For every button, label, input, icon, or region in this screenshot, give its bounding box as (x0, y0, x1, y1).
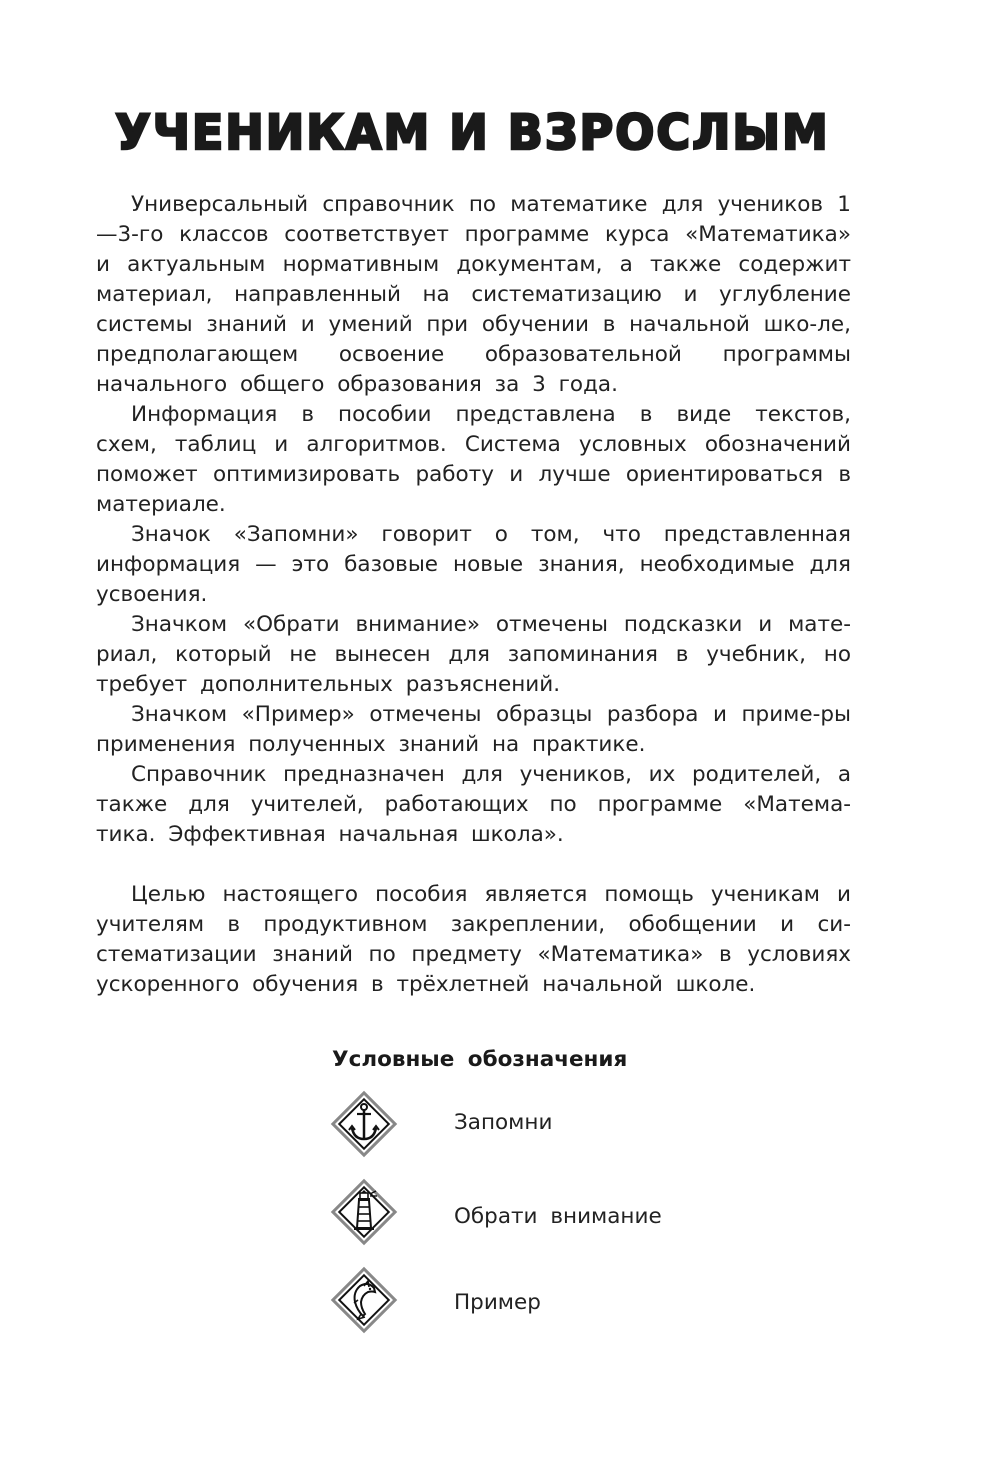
legend-item-example (328, 1264, 748, 1336)
lighthouse-icon (328, 1176, 400, 1248)
page-title: УЧЕНИКАМ И ВЗРОСЛЫМ (115, 103, 830, 161)
paragraph: Значком «Пример» отмечены образцы разбора и приме-ры применения полученных знаний на практике. (96, 702, 851, 757)
dolphin-icon (328, 1264, 400, 1336)
body-text (96, 190, 851, 1000)
legend-item-remember (328, 1088, 748, 1160)
paragraph: Целью настоящего пособия является помощь ученикам и учителям в продуктивном закреплении, обобщении и си-стематизации знаний по предмету «Математика» в условиях ускоренного обучения в трёхлетней начальной школе. (96, 882, 851, 997)
paragraph: Справочник предназначен для учеников, их родителей, а также для учителей, работающих по программе «Матема-тика. Эффективная начальная школа». (96, 762, 851, 847)
paragraph: Универсальный справочник по математике для учеников 1—3-го классов соответствует программе курса «Математика» и актуальным нормативным документам, а также содержит материал, направленный на систематизацию и углубление системы знаний и умений при обучении в начальной шко-ле, предполагающем освоение образовательной программы начального общего образования за 3 года. (96, 192, 851, 397)
paragraph: Информация в пособии представлена в виде текстов, схем, таблиц и алгоритмов. Система условных обозначений поможет оптимизировать работу и лучше ориентироваться в материале. (96, 402, 851, 517)
anchor-icon (328, 1088, 400, 1160)
paragraph: Значок «Запомни» говорит о том, что представленная информация — это базовые новые знания, необходимые для усвоения. (96, 522, 851, 607)
legend-label: Обрати внимание (454, 1204, 662, 1229)
legend-item-attention (328, 1176, 748, 1248)
legend-label: Пример (454, 1290, 541, 1315)
paragraph: Значком «Обрати внимание» отмечены подсказки и мате-риал, который не вынесен для запоминания в учебник, но требует дополнительных разъяснений. (96, 612, 851, 697)
legend-label: Запомни (454, 1110, 553, 1135)
legend-title: Условные обозначения (332, 1047, 628, 1072)
